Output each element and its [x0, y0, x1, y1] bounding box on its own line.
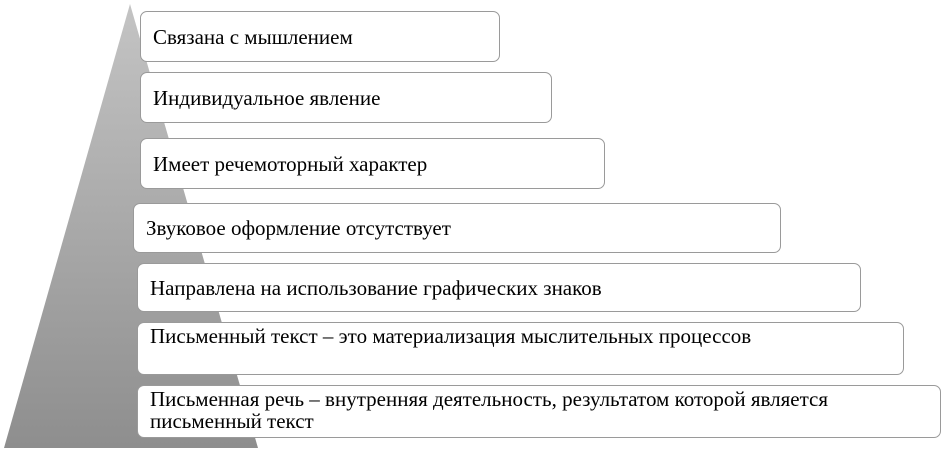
item-label-4: Звуковое оформление отсутствует — [146, 216, 451, 240]
item-box-3 — [140, 138, 605, 189]
item-label-1: Связана с мышлением — [153, 24, 353, 49]
item-box-1 — [140, 11, 500, 62]
item-label-6: Письменный текст – это материализация мыслительных процессов — [150, 324, 752, 348]
item-label-3: Имеет речемоторный характер — [153, 151, 428, 176]
item-label-2: Индивидуальное явление — [153, 85, 381, 110]
item-box-7 — [137, 385, 941, 438]
item-box-2 — [140, 72, 552, 123]
item-box-4 — [133, 203, 781, 253]
item-box-5 — [137, 263, 861, 312]
item-label-5: Направлена на использование графических знаков — [150, 275, 602, 300]
item-label-7: Письменная речь – внутренняя деятельность, результатом которой является письменный текст — [150, 387, 828, 433]
item-box-6 — [137, 322, 904, 375]
